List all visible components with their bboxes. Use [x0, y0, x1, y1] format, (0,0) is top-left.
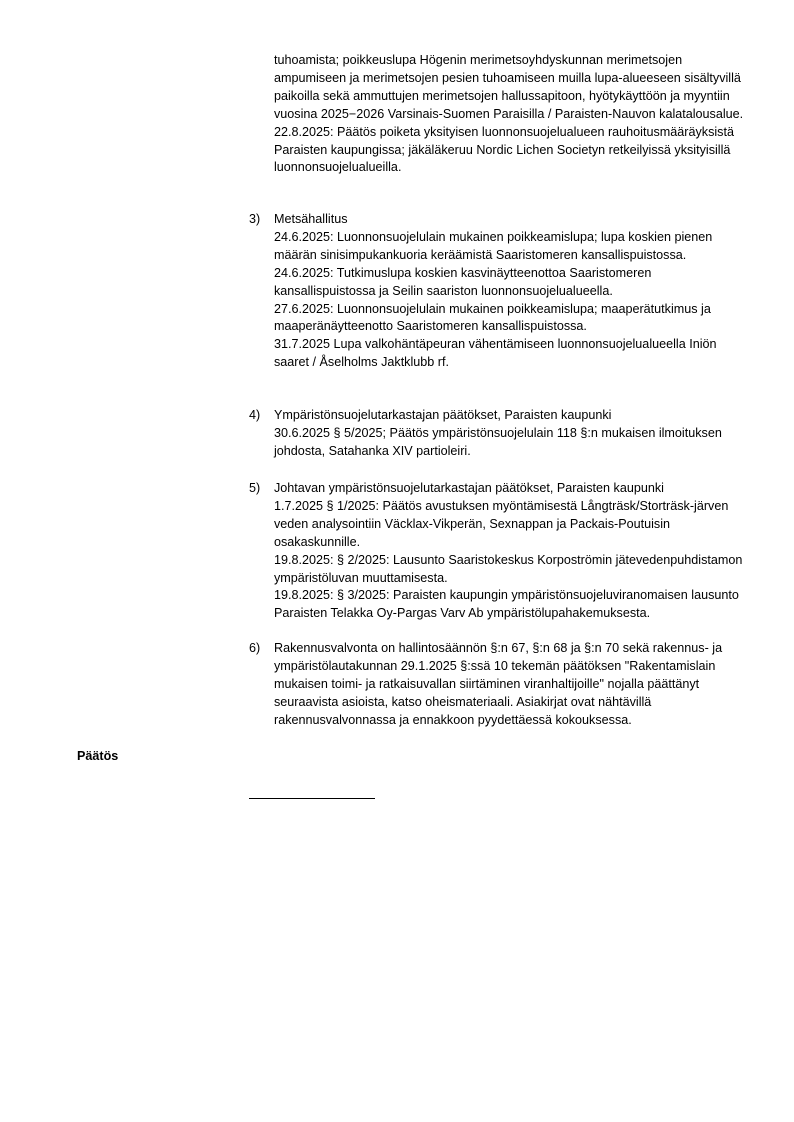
section-heading: Metsähallitus: [274, 212, 348, 226]
signature-line: [249, 798, 375, 799]
section-number: 5): [249, 481, 261, 495]
section-number: 6): [249, 641, 261, 655]
section-heading: Ympäristönsuojelutarkastajan päätökset, Paraisten kaupunki: [274, 408, 612, 422]
section-entry: 24.6.2025: Luonnonsuojelulain mukainen poikkeamislupa; lupa koskien pienen määrän sinisimpukankuoria keräämistä Saaristomeren kansallispuistossa.: [274, 229, 713, 262]
section-6: [249, 640, 744, 730]
section-number: 4): [249, 408, 261, 422]
section-entry: 24.6.2025: Tutkimuslupa koskien kasvinäytteenottoa Saaristomeren kansallispuistossa ja Seilin saariston luonnonsuojelualueella.: [274, 265, 652, 298]
paragraph: 22.8.2025: Päätös poiketa yksityisen luonnonsuojelualueen rauhoitusmääräyksistä Paraisten kaupungissa; jäkäläkeruu Nordic Lichen Societyn retkeilyissä yksityisillä luonnonsuojelualueilla.: [274, 124, 734, 175]
section-entry: 31.7.2025 Lupa valkohäntäpeuran vähentämiseen luonnonsuojelualueella Iniön saaret / Åselholms Jaktklubb rf.: [274, 337, 717, 370]
section-heading: Johtavan ympäristönsuojelutarkastajan päätökset, Paraisten kaupunki: [274, 481, 664, 495]
section-entry: 19.8.2025: § 3/2025: Paraisten kaupungin ympäristönsuojeluviranomaisen lausunto Paraisten Telakka Oy-Pargas Varv Ab ympäristölupahakemuksesta.: [274, 588, 739, 621]
paragraph: tuhoamista; poikkeuslupa Högenin merimetsoyhdyskunnan merimetsojen ampumiseen ja merimetsojen pesien tuhoamiseen muilla lupa-alueeseen sisältyvillä paikoilla sekä ammuttujen merimetsojen hallussapitoon, hyötykäyttöön ja myyntiin vuosina 2025−2026 Varsinais-Suomen Paraisilla / Paraisten-Nauvon kalatalousalue.: [274, 53, 744, 121]
section-4: [249, 407, 744, 461]
section-entry: Rakennusvalvonta on hallintosäännön §:n 67, §:n 68 ja §:n 70 sekä rakennus- ja ympäristölautakunnan 29.1.2025 §:ssä 10 tekemän päätöksen "Rakentamislain mukaisen toimi- ja ratkaisuvallan siirtäminen viranhaltijoille" nojalla päättänyt seuraavista asioista, katso oheismateriaali. Asiakirjat ovat nähtävillä rakennusvalvonnassa ja ennakkoon pyydettäessä kokouksessa.: [274, 641, 723, 727]
section-entry: 1.7.2025 § 1/2025: Päätös avustuksen myöntämisestä Långträsk/Storträsk-järven veden analysointiin Väcklax-Vikperän, Sexnappan ja Packais-Poutuisin osakaskunnille.: [274, 498, 729, 549]
continuation-text: [274, 52, 744, 177]
section-number: 3): [249, 212, 261, 226]
section-5: [249, 480, 744, 623]
section-entry: 27.6.2025: Luonnonsuojelulain mukainen poikkeamislupa; maaperätutkimus ja maaperänäytteenotto Saaristomeren kansallispuistossa.: [274, 301, 711, 334]
decision-heading: Päätös: [77, 749, 119, 763]
section-3: [249, 211, 744, 372]
section-entry: 30.6.2025 § 5/2025; Päätös ympäristönsuojelulain 118 §:n mukaisen ilmoituksen johdosta, Satahanka XIV partioleiri.: [274, 425, 722, 458]
section-entry: 19.8.2025: § 2/2025: Lausunto Saaristokeskus Korpoströmin jätevedenpuhdistamon ympäristöluvan muuttamisesta.: [274, 552, 743, 585]
